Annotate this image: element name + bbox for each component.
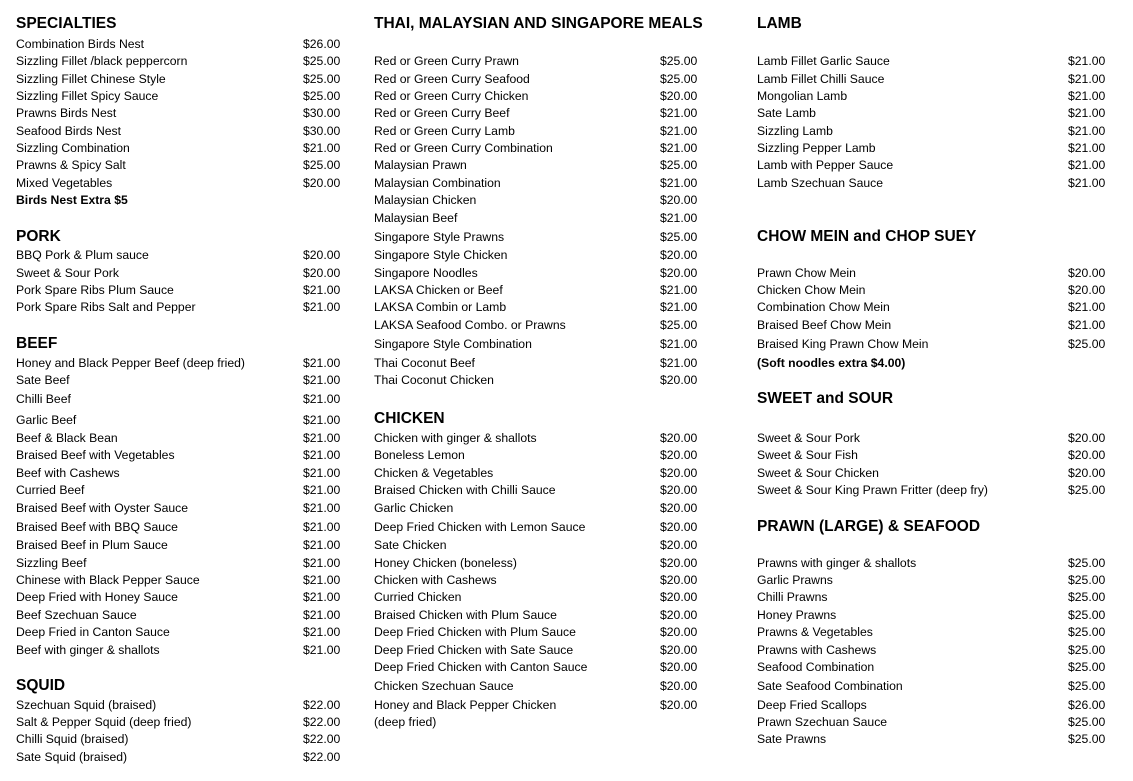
menu-item-name: Red or Green Curry Seafood (374, 72, 530, 86)
menu-item-name: Braised Beef with BBQ Sauce (16, 520, 178, 534)
menu-item-name: Prawns Birds Nest (16, 106, 117, 120)
menu-item-name: Beef with Cashews (16, 466, 120, 480)
menu-item-name: Malaysian Chicken (374, 193, 477, 207)
menu-item-note: (deep fried) (374, 715, 437, 729)
menu-item-name: Deep Fried with Honey Sauce (16, 590, 178, 604)
menu-item-name: Honey Prawns (757, 608, 837, 622)
menu-item-price: $20.00 (660, 483, 698, 497)
menu-item-price: $21.00 (303, 356, 341, 370)
menu-item-name: Sate Lamb (757, 106, 816, 120)
menu-item-price: $25.00 (1068, 483, 1106, 497)
menu-item-name: Sate Seafood Combination (757, 679, 903, 693)
menu-item-price: $25.00 (303, 72, 341, 86)
menu-item-name: Thai Coconut Chicken (374, 373, 494, 387)
menu-item-name: Deep Fried Chicken with Plum Sauce (374, 625, 576, 639)
menu-item-price: $25.00 (1068, 715, 1106, 729)
menu-item-price: $22.00 (303, 732, 341, 746)
menu-item-name: Singapore Style Chicken (374, 248, 508, 262)
menu-item-price: $21.00 (303, 300, 341, 314)
menu-item-price: $25.00 (1068, 590, 1106, 604)
menu-item-price: $21.00 (303, 392, 341, 406)
menu-item-name: Chilli Beef (16, 392, 71, 406)
menu-item-name: Honey and Black Pepper Chicken (374, 698, 557, 712)
menu-item-price: $25.00 (1068, 679, 1106, 693)
menu-item-name: Braised Beef in Plum Sauce (16, 538, 168, 552)
section-title-pork: PORK (16, 228, 61, 245)
menu-item-price: $20.00 (660, 679, 698, 693)
menu-item-name: Pork Spare Ribs Salt and Pepper (16, 300, 196, 314)
menu-item-name: Curried Beef (16, 483, 85, 497)
menu-item-name: Red or Green Curry Prawn (374, 54, 519, 68)
menu-item-price: $20.00 (660, 608, 698, 622)
menu-item-price: $25.00 (1068, 660, 1106, 674)
menu-item-name: Garlic Beef (16, 413, 77, 427)
section-note: Birds Nest Extra $5 (16, 193, 128, 207)
menu-item-name: Chicken Chow Mein (757, 283, 866, 297)
menu-item-name: Sizzling Pepper Lamb (757, 141, 876, 155)
menu-item-price: $20.00 (1068, 266, 1106, 280)
menu-item-name: Sizzling Beef (16, 556, 87, 570)
menu-item-name: Sweet & Sour Fish (757, 448, 858, 462)
menu-item-price: $25.00 (660, 158, 698, 172)
menu-item-price: $22.00 (303, 750, 341, 764)
menu-item-price: $20.00 (303, 176, 341, 190)
menu-item-name: Braised King Prawn Chow Mein (757, 337, 929, 351)
menu-item-price: $21.00 (1068, 89, 1106, 103)
menu-item-name: Mixed Vegetables (16, 176, 113, 190)
menu-item-price: $20.00 (660, 448, 698, 462)
menu-item-price: $21.00 (303, 483, 341, 497)
menu-item-name: Chinese with Black Pepper Sauce (16, 573, 200, 587)
menu-item-price: $21.00 (660, 176, 698, 190)
menu-item-price: $20.00 (1068, 431, 1106, 445)
menu-item-name: Sate Beef (16, 373, 70, 387)
menu-item-price: $25.00 (1068, 608, 1106, 622)
menu-item-price: $21.00 (303, 431, 341, 445)
menu-item-price: $20.00 (660, 431, 698, 445)
menu-item-price: $20.00 (1068, 283, 1106, 297)
menu-item-name: Chilli Squid (braised) (16, 732, 129, 746)
menu-item-price: $20.00 (660, 643, 698, 657)
menu-item-price: $25.00 (1068, 732, 1106, 746)
menu-item-name: Sweet & Sour Pork (757, 431, 860, 445)
menu-item-name: Beef with ginger & shallots (16, 643, 160, 657)
menu-item-name: Sizzling Fillet /black peppercorn (16, 54, 188, 68)
menu-item-name: Red or Green Curry Combination (374, 141, 553, 155)
section-title-thai-malaysian-singapore: THAI, MALAYSIAN AND SINGAPORE MEALS (374, 15, 703, 32)
menu-item-price: $20.00 (660, 660, 698, 674)
menu-item-price: $20.00 (660, 556, 698, 570)
menu-item-price: $21.00 (303, 608, 341, 622)
menu-item-price: $21.00 (1068, 141, 1106, 155)
section-title-beef: BEEF (16, 335, 58, 352)
menu-item-price: $30.00 (303, 106, 341, 120)
menu-item-price: $21.00 (303, 590, 341, 604)
menu-item-price: $21.00 (1068, 72, 1106, 86)
menu-item-name: Red or Green Curry Chicken (374, 89, 529, 103)
menu-item-name: Seafood Combination (757, 660, 875, 674)
menu-item-price: $25.00 (660, 318, 698, 332)
menu-item-name: Prawn Chow Mein (757, 266, 856, 280)
menu-item-price: $25.00 (303, 158, 341, 172)
menu-item-price: $25.00 (660, 54, 698, 68)
menu-item-price: $20.00 (660, 501, 698, 515)
menu-item-price: $21.00 (1068, 176, 1106, 190)
menu-item-price: $20.00 (660, 538, 698, 552)
menu-item-price: $21.00 (1068, 300, 1106, 314)
menu-item-name: Chicken with Cashews (374, 573, 497, 587)
menu-item-name: Braised Beef with Vegetables (16, 448, 175, 462)
menu-item-name: Braised Beef Chow Mein (757, 318, 892, 332)
menu-item-price: $21.00 (303, 373, 341, 387)
menu-item-name: Curried Chicken (374, 590, 462, 604)
menu-item-name: Lamb with Pepper Sauce (757, 158, 894, 172)
menu-item-name: Malaysian Beef (374, 211, 458, 225)
menu-item-name: Red or Green Curry Lamb (374, 124, 515, 138)
menu-item-name: Combination Chow Mein (757, 300, 890, 314)
menu-item-name: Garlic Chicken (374, 501, 454, 515)
menu-item-name: Honey Chicken (boneless) (374, 556, 517, 570)
menu-item-price: $20.00 (660, 373, 698, 387)
menu-item-name: Braised Chicken with Chilli Sauce (374, 483, 556, 497)
menu-item-price: $20.00 (303, 248, 341, 262)
menu-item-price: $25.00 (660, 230, 698, 244)
menu-item-name: Beef Szechuan Sauce (16, 608, 137, 622)
menu-item-price: $21.00 (303, 141, 341, 155)
menu-item-name: Deep Fried Scallops (757, 698, 867, 712)
menu-item-name: Sweet & Sour Chicken (757, 466, 879, 480)
menu-item-price: $20.00 (660, 625, 698, 639)
menu-item-price: $25.00 (1068, 337, 1106, 351)
menu-item-name: Sizzling Fillet Spicy Sauce (16, 89, 159, 103)
menu-item-name: Braised Chicken with Plum Sauce (374, 608, 557, 622)
menu-item-price: $21.00 (1068, 318, 1106, 332)
menu-item-name: Boneless Lemon (374, 448, 465, 462)
section-note: (Soft noodles extra $4.00) (757, 356, 906, 370)
menu-item-name: Salt & Pepper Squid (deep fried) (16, 715, 192, 729)
menu-item-name: Sate Prawns (757, 732, 827, 746)
menu-item-price: $25.00 (303, 89, 341, 103)
menu-item-price: $21.00 (303, 643, 341, 657)
menu-item-price: $25.00 (1068, 643, 1106, 657)
menu-item-price: $21.00 (660, 124, 698, 138)
menu-item-price: $21.00 (303, 520, 341, 534)
menu-item-name: Prawn Szechuan Sauce (757, 715, 888, 729)
menu-item-price: $30.00 (303, 124, 341, 138)
menu-item-price: $25.00 (303, 54, 341, 68)
menu-item-name: Pork Spare Ribs Plum Sauce (16, 283, 174, 297)
menu-item-price: $20.00 (660, 590, 698, 604)
menu-item-price: $21.00 (303, 283, 341, 297)
menu-item-price: $21.00 (303, 625, 341, 639)
menu-item-price: $21.00 (660, 106, 698, 120)
section-title-lamb: LAMB (757, 15, 802, 32)
menu-item-name: Beef & Black Bean (16, 431, 118, 445)
menu-item-price: $20.00 (303, 266, 341, 280)
menu-item-name: Deep Fried Chicken with Sate Sauce (374, 643, 574, 657)
menu-item-name: Chicken & Vegetables (374, 466, 494, 480)
section-title-specialties: SPECIALTIES (16, 15, 117, 32)
menu-item-price: $21.00 (303, 556, 341, 570)
section-title-squid: SQUID (16, 677, 66, 694)
menu-item-price: $25.00 (1068, 625, 1106, 639)
menu-item-name: Mongolian Lamb (757, 89, 848, 103)
menu-item-price: $25.00 (1068, 556, 1106, 570)
menu-item-price: $21.00 (1068, 124, 1106, 138)
menu-item-price: $21.00 (1068, 158, 1106, 172)
menu-item-price: $22.00 (303, 698, 341, 712)
menu-item-name: Lamb Fillet Chilli Sauce (757, 72, 885, 86)
menu-item-name: Honey and Black Pepper Beef (deep fried) (16, 356, 245, 370)
menu-item-name: Sizzling Fillet Chinese Style (16, 72, 166, 86)
menu-item-name: LAKSA Combin or Lamb (374, 300, 507, 314)
menu-item-price: $21.00 (660, 300, 698, 314)
menu-item-name: LAKSA Seafood Combo. or Prawns (374, 318, 566, 332)
menu-item-name: Braised Beef with Oyster Sauce (16, 501, 189, 515)
menu-item-price: $20.00 (660, 248, 698, 262)
menu-item-name: Szechuan Squid (braised) (16, 698, 157, 712)
menu-item-name: Deep Fried Chicken with Canton Sauce (374, 660, 588, 674)
menu-item-price: $26.00 (1068, 698, 1106, 712)
menu-item-price: $21.00 (303, 573, 341, 587)
menu-item-price: $20.00 (1068, 448, 1106, 462)
menu-item-name: LAKSA Chicken or Beef (374, 283, 503, 297)
menu-item-name: Thai Coconut Beef (374, 356, 475, 370)
menu-item-price: $26.00 (303, 37, 341, 51)
menu-item-price: $20.00 (660, 266, 698, 280)
menu-item-name: Prawns & Vegetables (757, 625, 873, 639)
menu-item-price: $21.00 (1068, 106, 1106, 120)
section-title-prawn-seafood: PRAWN (LARGE) & SEAFOOD (757, 518, 981, 535)
menu-item-name: Sate Chicken (374, 538, 447, 552)
menu-item-name: Lamb Fillet Garlic Sauce (757, 54, 890, 68)
menu-item-name: Prawns with Cashews (757, 643, 877, 657)
menu-item-price: $21.00 (660, 283, 698, 297)
menu-item-name: Seafood Birds Nest (16, 124, 122, 138)
menu-item-price: $21.00 (660, 211, 698, 225)
menu-item-name: Malaysian Prawn (374, 158, 467, 172)
menu-item-price: $21.00 (303, 466, 341, 480)
menu-item-name: BBQ Pork & Plum sauce (16, 248, 149, 262)
menu-item-price: $21.00 (303, 501, 341, 515)
menu-item-name: Deep Fried in Canton Sauce (16, 625, 170, 639)
menu-item-name: Sizzling Combination (16, 141, 130, 155)
menu-item-name: Deep Fried Chicken with Lemon Sauce (374, 520, 586, 534)
menu-item-price: $21.00 (660, 337, 698, 351)
menu-item-price: $20.00 (660, 466, 698, 480)
menu-item-price: $21.00 (303, 448, 341, 462)
menu-item-name: Chicken with ginger & shallots (374, 431, 537, 445)
menu-item-name: Red or Green Curry Beef (374, 106, 510, 120)
menu-item-name: Malaysian Combination (374, 176, 501, 190)
menu-item-price: $20.00 (660, 193, 698, 207)
menu-item-price: $20.00 (660, 89, 698, 103)
menu-item-price: $20.00 (660, 520, 698, 534)
menu-item-name: Chicken Szechuan Sauce (374, 679, 514, 693)
menu-item-name: Singapore Style Prawns (374, 230, 505, 244)
menu-item-name: Prawns with ginger & shallots (757, 556, 917, 570)
menu-item-name: Singapore Style Combination (374, 337, 532, 351)
menu-item-name: Garlic Prawns (757, 573, 833, 587)
menu-item-price: $25.00 (1068, 573, 1106, 587)
section-title-chicken: CHICKEN (374, 410, 445, 427)
menu-item-price: $20.00 (660, 698, 698, 712)
menu-item-price: $21.00 (1068, 54, 1106, 68)
menu-item-name: Prawns & Spicy Salt (16, 158, 126, 172)
menu-item-price: $20.00 (1068, 466, 1106, 480)
menu-item-price: $25.00 (660, 72, 698, 86)
menu-item-price: $22.00 (303, 715, 341, 729)
menu-item-name: Combination Birds Nest (16, 37, 145, 51)
section-title-sweet-and-sour: SWEET and SOUR (757, 390, 894, 407)
menu-item-name: Chilli Prawns (757, 590, 828, 604)
menu-item-name: Singapore Noodles (374, 266, 478, 280)
menu-item-price: $21.00 (303, 538, 341, 552)
section-title-chow-mein: CHOW MEIN and CHOP SUEY (757, 228, 977, 245)
menu-item-price: $21.00 (660, 356, 698, 370)
menu-item-name: Lamb Szechuan Sauce (757, 176, 884, 190)
menu-item-name: Sizzling Lamb (757, 124, 833, 138)
menu-item-name: Sweet & Sour King Prawn Fritter (deep fry) (757, 483, 988, 497)
menu-item-price: $20.00 (660, 573, 698, 587)
menu-item-price: $21.00 (303, 413, 341, 427)
menu-item-name: Sweet & Sour Pork (16, 266, 119, 280)
menu-item-price: $21.00 (660, 141, 698, 155)
menu-item-name: Sate Squid (braised) (16, 750, 128, 764)
